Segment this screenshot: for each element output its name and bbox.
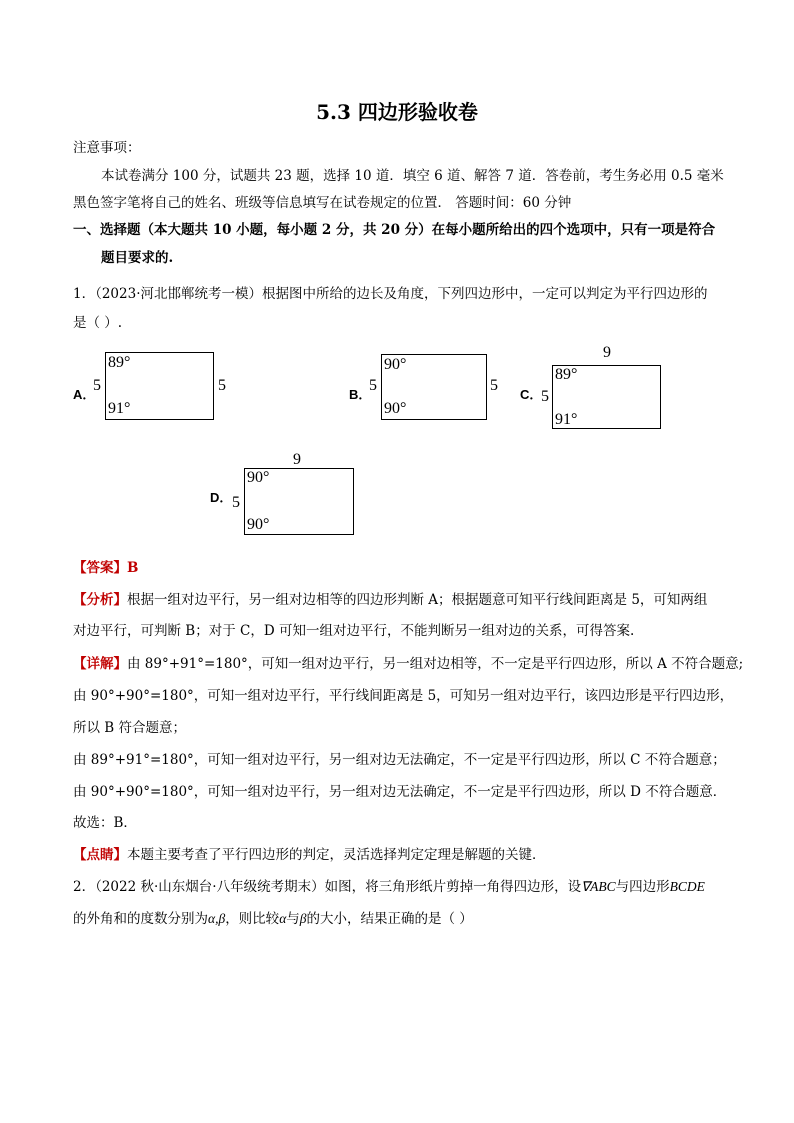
detail-tag: 【详解】 — [73, 656, 127, 672]
answer-value: B — [127, 560, 139, 576]
notice-line-1: 本试卷满分 100 分，试题共 23 题，选择 10 道．填空 6 道、解答 7 道．答卷前，考生务必用 0.5 毫米 — [101, 168, 724, 184]
notice-line-2: 黑色签字笔将自己的姓名、班级等信息填写在试卷规定的位置． 答题时间：60 分钟 — [73, 195, 572, 211]
q2-line2-text-a: 的外角和的度数分别为 — [73, 911, 208, 927]
q1-choose: 故选：B． — [73, 815, 137, 831]
answer-tag: 【答案】 — [73, 560, 127, 576]
option-a-top-angle: 89° — [108, 354, 131, 371]
q1-analysis-line-2: 对边平行，可判断 B；对于 C，D 可知一组对边平行，不能判断另一组对边的关系，可得答案. — [73, 623, 635, 639]
option-c-top-side: 9 — [603, 344, 611, 361]
option-b-top-angle: 90° — [384, 356, 407, 373]
option-d-top-side: 9 — [293, 451, 301, 468]
notice-heading: 注意事项： — [73, 140, 141, 156]
page-title: 5.3 四边形验收卷 — [316, 100, 478, 124]
option-d-top-angle: 90° — [247, 469, 270, 486]
q1-detail-line-2: 由 90°+90°=180°，可知一组对边平行，平行线间距离是 5，可知另一组对边平行，该四边形是平行四边形， — [73, 688, 734, 704]
q1-stem-line-1: 1．（2023·河北邯郸统考一模）根据图中所给的边长及角度，下列四边形中，一定可以判定为平行四边形的 — [73, 286, 708, 302]
q1-detail-line-1 — [73, 652, 743, 672]
option-a-left-side: 5 — [93, 377, 101, 394]
q2-line1-text-b: 与四边形 — [615, 879, 670, 895]
q2-quad-bcde: BCDE — [669, 879, 705, 894]
q2-line2-text-c: 与 — [286, 911, 300, 927]
detail-text-1: 由 89°+91°=180°，可知一组对边平行，另一组对边相等，不一定是平行四边形，所以 A 不符合题意; — [127, 656, 744, 672]
option-c-bottom-angle: 91° — [555, 411, 578, 428]
q1-detail-line-5: 由 90°+90°=180°，可知一组对边平行，另一组对边无法确定，不一定是平行四边形，所以 D 不符合题意． — [73, 784, 727, 800]
comment-tag: 【点睛】 — [73, 847, 127, 863]
q2-stem-line-2 — [73, 907, 473, 927]
option-b-letter: B． — [349, 387, 372, 402]
q2-line2-text-d: 的大小，结果正确的是（ ） — [306, 911, 473, 927]
q1-answer — [73, 556, 138, 576]
option-d-bottom-angle: 90° — [247, 516, 270, 533]
option-c-top-angle: 89° — [555, 366, 578, 383]
q1-analysis-line-1 — [73, 588, 707, 608]
comment-text: 本题主要考查了平行四边形的判定，灵活选择判定定理是解题的关键． — [127, 847, 546, 863]
analysis-tag: 【分析】 — [73, 592, 127, 608]
section-1-line-2: 题目要求的. — [101, 250, 174, 266]
q2-line2-text-b: ，则比较 — [225, 911, 280, 927]
q2-stem-line-1 — [73, 875, 705, 895]
q1-comment — [73, 843, 546, 863]
option-a-letter: A． — [73, 387, 96, 402]
q2-alpha-beta: α,β — [208, 911, 226, 926]
option-d-letter: D． — [210, 490, 233, 505]
q1-detail-line-4: 由 89°+91°=180°，可知一组对边平行，另一组对边无法确定，不一定是平行四边形，所以 C 不符合题意； — [73, 752, 726, 768]
option-b-left-side: 5 — [369, 377, 377, 394]
option-b-bottom-angle: 90° — [384, 400, 407, 417]
option-c-letter: C． — [520, 387, 543, 402]
option-d-left-side: 5 — [232, 494, 240, 511]
q2-triangle-abc: ∇ABC — [581, 879, 616, 894]
q2-alpha: α — [279, 911, 287, 926]
option-a-right-side: 5 — [218, 377, 226, 394]
option-b-right-side: 5 — [490, 377, 498, 394]
q2-line1-text-a: 2．（2022 秋·山东烟台·八年级统考期末）如图，将三角形纸片剪掉一角得四边形，设 — [73, 879, 582, 895]
option-a-bottom-angle: 91° — [108, 400, 131, 417]
section-1-line-1: 一、选择题（本大题共 10 小题，每小题 2 分，共 20 分）在每小题所给出的四个选项中，只有一项是符合 — [73, 222, 716, 238]
q1-detail-line-3: 所以 B 符合题意； — [73, 720, 187, 736]
analysis-text-1: 根据一组对边平行，另一组对边相等的四边形判断 A；根据题意可知平行线间距离是 5，可知两组 — [127, 592, 708, 608]
q1-stem-line-2: 是（ ）. — [73, 315, 123, 331]
option-c-left-side: 5 — [541, 388, 549, 405]
q2-beta: β — [299, 911, 307, 926]
